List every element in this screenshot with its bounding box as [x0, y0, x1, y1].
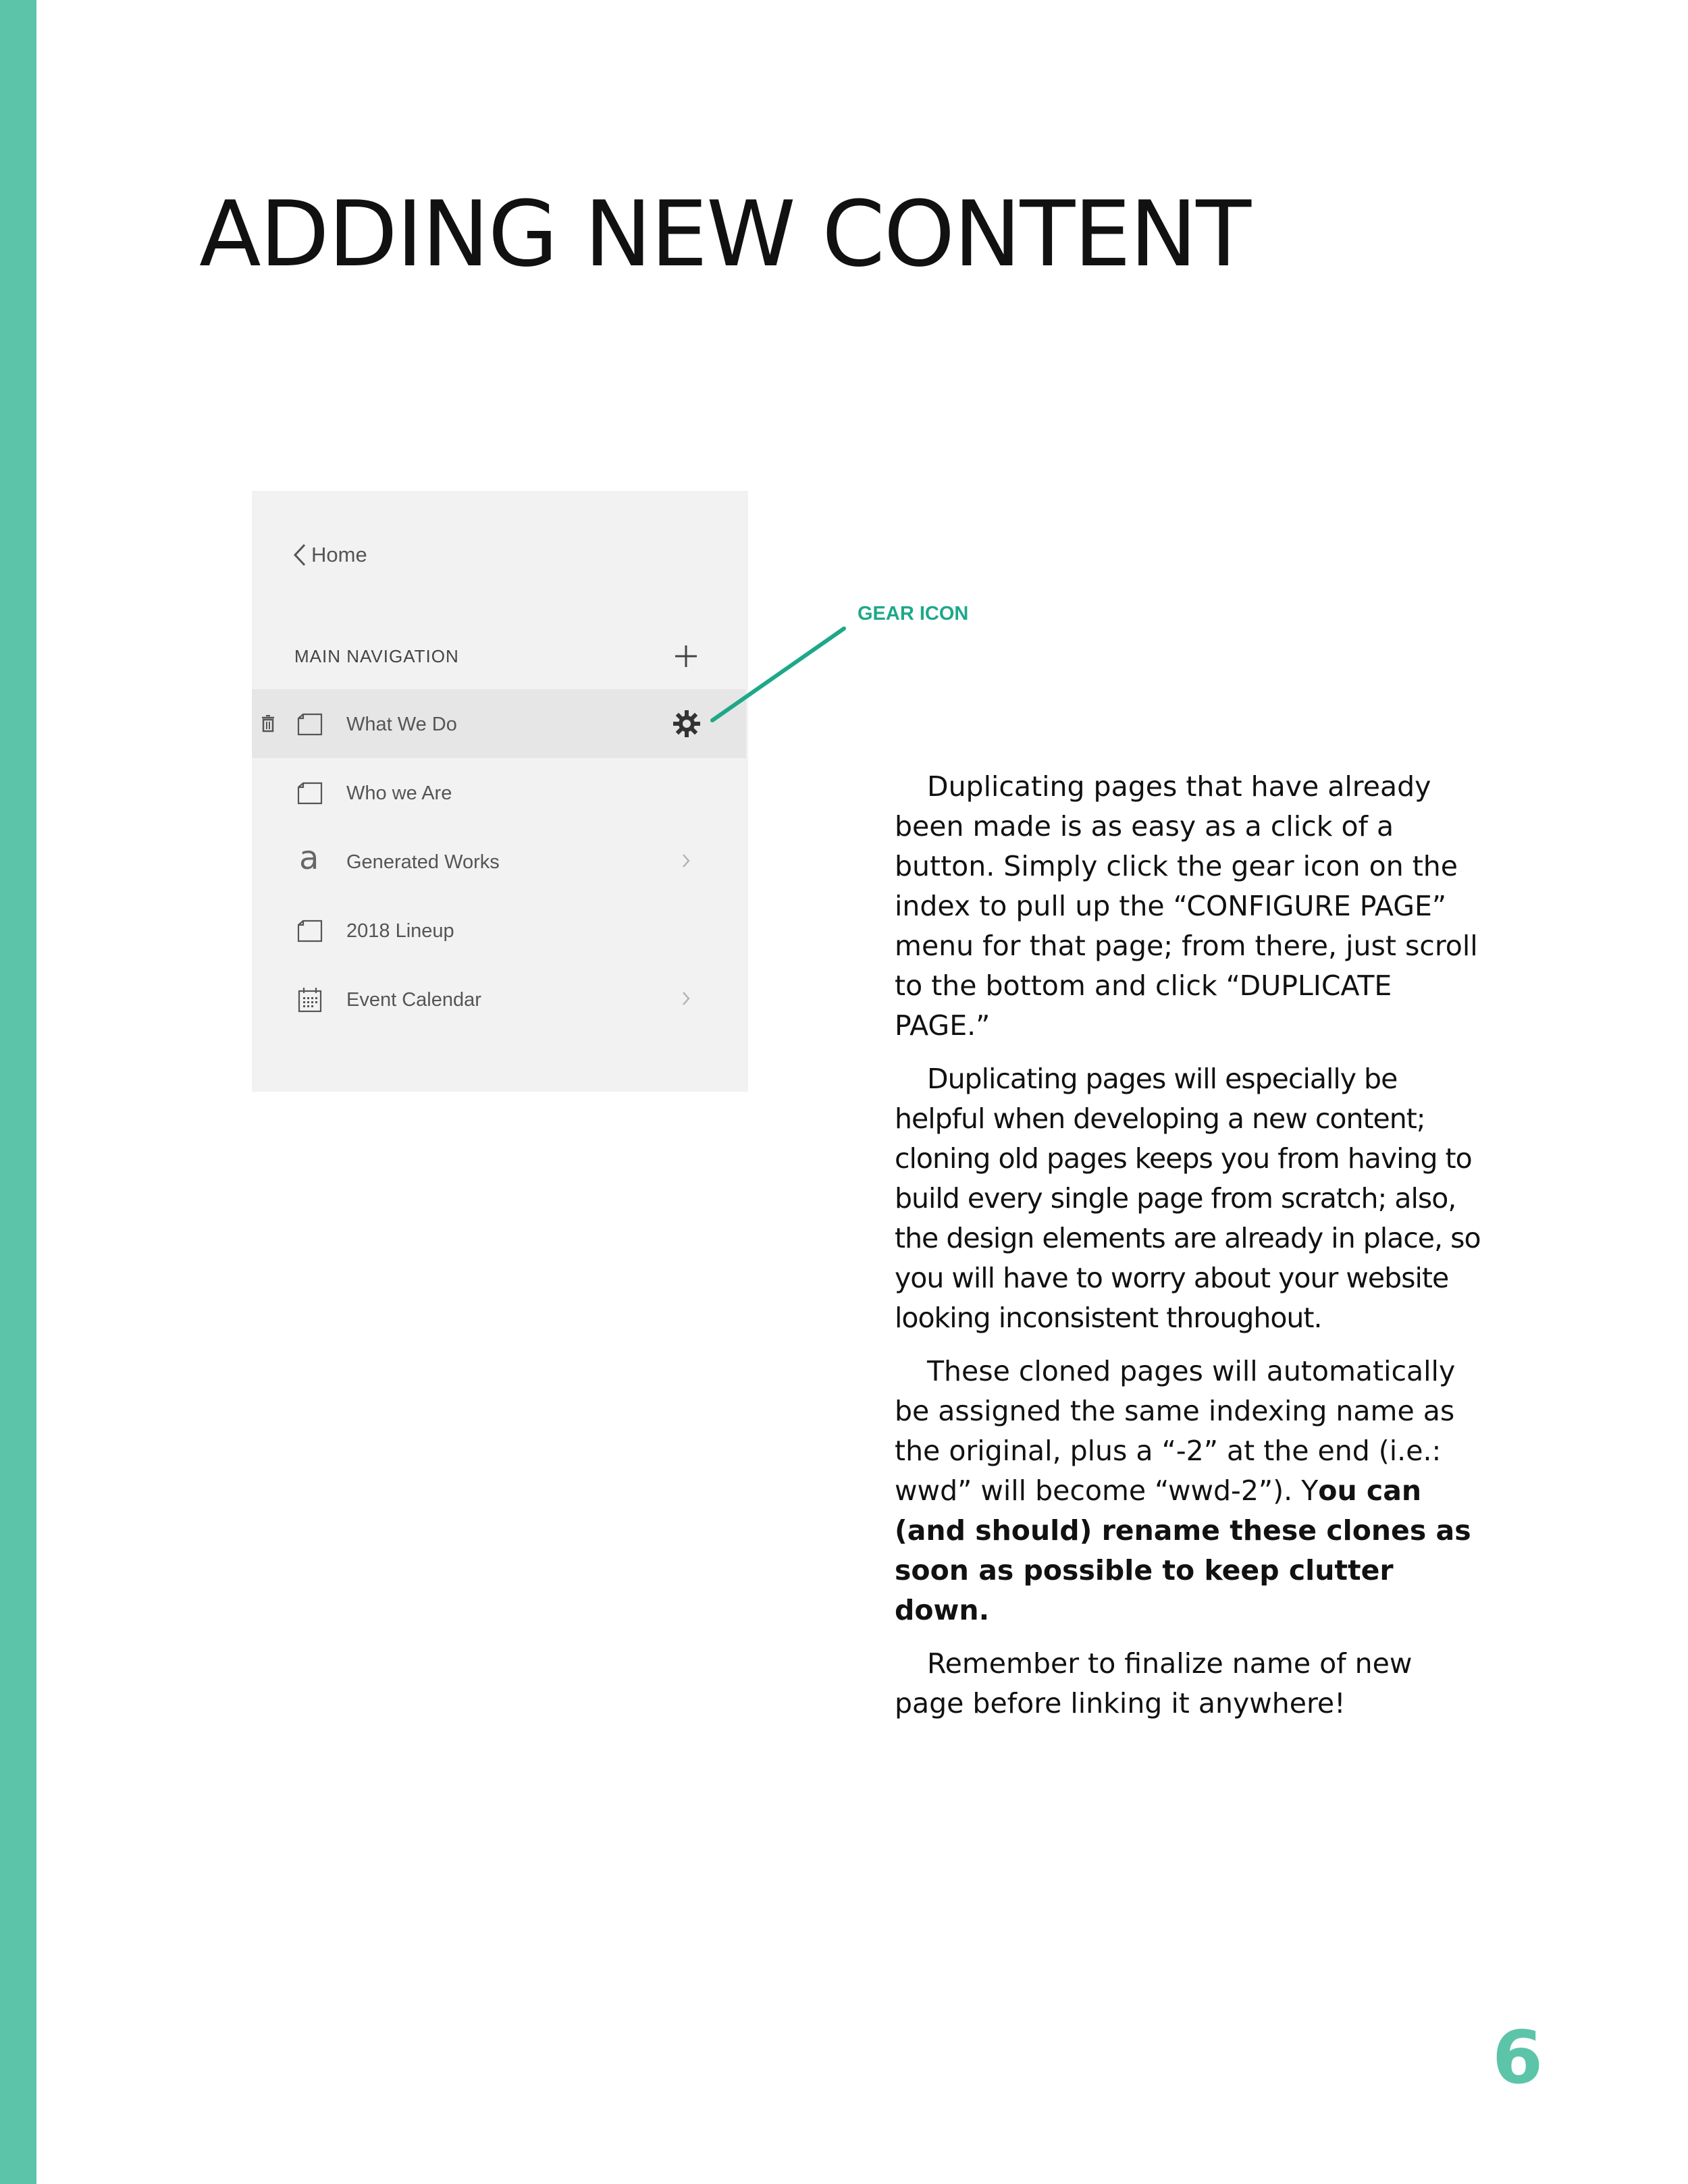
- back-link-label: Home: [311, 543, 367, 566]
- nav-item-label: What We Do: [346, 714, 457, 735]
- paragraph-cloned-pages: [895, 1352, 1489, 1630]
- body-text: [895, 767, 1489, 1737]
- page-number: 6: [1492, 2016, 1544, 2100]
- section-label: MAIN NAVIGATION: [294, 645, 459, 666]
- paragraph-cloned-pages-text: These cloned pages will automatically be assigned the same indexing name as the original, plus a “-2” at the end (i.e.: wwd” will become “wwd-2”). Y: [895, 1355, 1456, 1507]
- gear-icon-callout-label: GEAR ICON: [858, 603, 969, 624]
- paragraph-finalize-name: Remember to finalize name of new page before linking it anywhere!: [895, 1647, 1413, 1720]
- paragraph-cloned-pages-emphasis: ou can (and should) rename these clones as soon as possible to keep clutter down.: [895, 1474, 1471, 1626]
- page-title: ADDING NEW CONTENT: [199, 182, 1250, 287]
- album-letter-icon: a: [299, 839, 319, 877]
- nav-item-label: Generated Works: [346, 851, 500, 873]
- paragraph-helpful: Duplicating pages will especially be helpful when developing a new content; cloning old pages keeps you from having to build every single page from scratch; also, the design elements are already in place, so you will have to worry about your website looking inconsistent throughout.: [895, 1063, 1481, 1334]
- nav-item-label: 2018 Lineup: [346, 920, 454, 942]
- nav-item-label: Event Calendar: [346, 989, 481, 1011]
- nav-item-label: Who we Are: [346, 782, 452, 804]
- paragraph-duplicating-pages: Duplicating pages that have already been made is as easy as a click of a button. Simply click the gear icon on the index to pull up the “CONFIGURE PAGE” menu for that page; from there, just scroll to the bottom and click “DUPLICATE PAGE.”: [895, 770, 1478, 1042]
